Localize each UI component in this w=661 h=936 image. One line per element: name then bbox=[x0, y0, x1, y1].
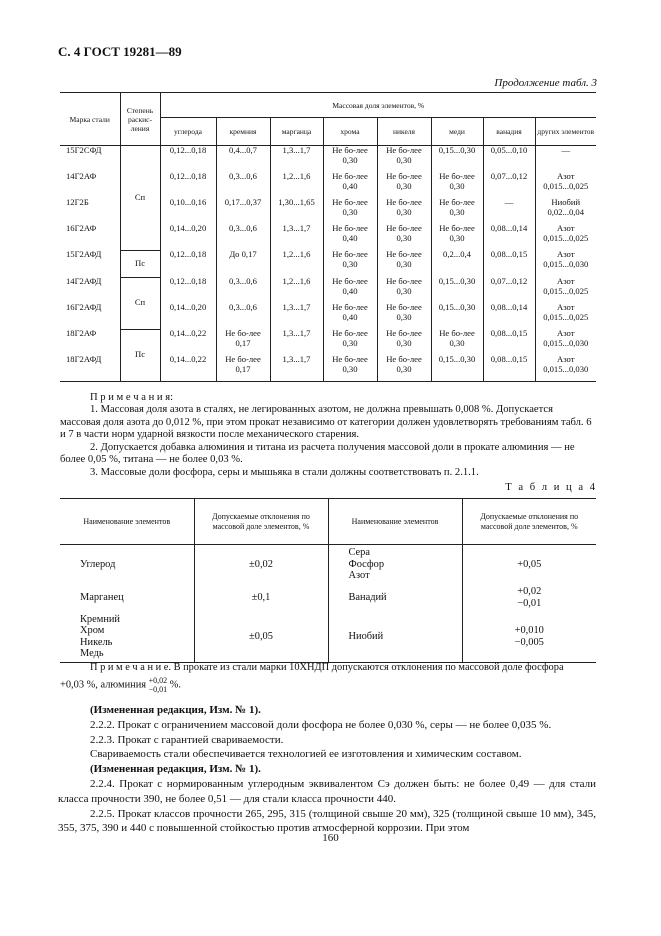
value-cell: Не бо-лее 0,30 bbox=[377, 277, 431, 303]
value-cell: Азот 0,015...0,025 bbox=[535, 172, 596, 198]
t4-cell: ±0,1 bbox=[194, 584, 328, 612]
table-4-note: П р и м е ч а н и е. В прокате из стали марки 10ХНДП допускаются отклонения по массовой доле фосфора bbox=[90, 662, 564, 673]
value-cell: 0,17...0,37 bbox=[216, 198, 270, 224]
note-2: 2. Допускается добавка алюминия и титана из расчета получения массовой доли в прокате алюминия — не более 0,05 %, титана — не более 0,03 %. bbox=[60, 441, 575, 466]
col-element: углерода bbox=[160, 118, 216, 146]
col-element: ванадия bbox=[483, 118, 535, 146]
table-row bbox=[60, 250, 596, 277]
table-row bbox=[60, 329, 596, 355]
value-cell: 1,3...1,7 bbox=[270, 303, 323, 329]
t4-header: Допускаемые отклонения по массовой доле элементов, % bbox=[462, 499, 596, 545]
t4-cell: Марганец bbox=[80, 591, 124, 603]
value-cell: 1,2...1,6 bbox=[270, 250, 323, 277]
para-2-2-2: 2.2.2. Прокат с ограничением массовой доли фосфора не более 0,030 %, серы — не более 0,035 %. bbox=[90, 718, 552, 731]
value-cell: 0,2...0,4 bbox=[431, 250, 483, 277]
amendment-note: (Измененная редакция, Изм. № 1). bbox=[90, 704, 261, 716]
value-cell: 0,14...0,20 bbox=[160, 224, 216, 250]
value-cell: 0,4...0,7 bbox=[216, 146, 270, 173]
para-2-2-3: 2.2.3. Прокат с гарантией свариваемости. bbox=[90, 733, 284, 746]
value-cell: 0,08...0,15 bbox=[483, 329, 535, 355]
notes-title: П р и м е ч а н и я: bbox=[90, 392, 174, 403]
value-cell: 0,08...0,15 bbox=[483, 355, 535, 382]
col-element: марганца bbox=[270, 118, 323, 146]
para-2-2-3-b: Свариваемость стали обеспечивается технологией ее изготовления и химическим составом. bbox=[90, 748, 522, 761]
value-cell: Не бо-лее 0,40 bbox=[323, 303, 377, 329]
value-cell: Не бо-лее 0,30 bbox=[323, 198, 377, 224]
t4-header: Наименование элементов bbox=[328, 499, 462, 545]
value-cell: — bbox=[483, 198, 535, 224]
value-cell: 1,3...1,7 bbox=[270, 224, 323, 250]
value-cell: 0,15...0,30 bbox=[431, 146, 483, 173]
value-cell: 1,2...1,6 bbox=[270, 277, 323, 303]
value-cell: Азот 0,015...0,025 bbox=[535, 224, 596, 250]
table-continuation-label: Продолжение табл. 3 bbox=[494, 77, 597, 89]
grade-cell: 15Г2СФД bbox=[66, 145, 102, 155]
value-cell: Не бо-лее 0,30 bbox=[323, 329, 377, 355]
value-cell: 0,08...0,14 bbox=[483, 303, 535, 329]
t4-cell: +0,05 bbox=[462, 545, 596, 584]
grade-cell: 18Г2АФ bbox=[66, 328, 97, 338]
value-cell: — bbox=[535, 146, 596, 173]
t4-cell: ±0,05 bbox=[194, 612, 328, 663]
value-cell: 0,14...0,22 bbox=[160, 329, 216, 355]
para-2-2-4: 2.2.4. Прокат с нормированным углеродным эквивалентом Сэ должен быть: не более 0,49 — для стали класса прочности 390, не более 0,51 — для стали класса прочности 440. bbox=[58, 777, 596, 805]
table-row bbox=[60, 277, 596, 303]
col-element: никеля bbox=[377, 118, 431, 146]
value-cell: Не бо-лее 0,30 bbox=[431, 329, 483, 355]
value-cell: 0,12...0,18 bbox=[160, 277, 216, 303]
value-cell: 0,15...0,30 bbox=[431, 303, 483, 329]
value-cell: 0,3...0,6 bbox=[216, 277, 270, 303]
deoxidation-cell: Сп bbox=[120, 146, 160, 251]
value-cell: 0,07...0,12 bbox=[483, 277, 535, 303]
grade-cell: 14Г2АФ bbox=[66, 171, 97, 181]
col-element: меди bbox=[431, 118, 483, 146]
value-cell: Не бо-лее 0,30 bbox=[377, 329, 431, 355]
table-row bbox=[60, 146, 596, 173]
value-cell: Не бо-лее 0,30 bbox=[377, 224, 431, 250]
value-cell: До 0,17 bbox=[216, 250, 270, 277]
table-3 bbox=[60, 92, 596, 382]
t4-cell: Ванадий bbox=[328, 584, 462, 612]
grade-cell: 16Г2АФ bbox=[66, 223, 97, 233]
value-cell: 0,3...0,6 bbox=[216, 172, 270, 198]
value-cell: 0,15...0,30 bbox=[431, 355, 483, 382]
table-4-caption: Т а б л и ц а 4 bbox=[505, 482, 597, 493]
col-grade-header: Марка стали bbox=[60, 93, 120, 146]
para-2-2-5: 2.2.5. Прокат классов прочности 265, 295, 315 (толщиной свыше 20 мм), 325 (толщиной свыше 10 мм), 345, 355, 375, 390 и 440 с повышенной стойкостью против атмосферной коррозии. При этом bbox=[58, 807, 596, 835]
t4-cell-multi: Сера Фосфор Азот bbox=[328, 545, 462, 584]
notes-block bbox=[60, 404, 596, 480]
note-1: 1. Массовая доля азота в сталях, не легированных азотом, не должна превышать 0,008 %. Допускается массовая доля азота до 0,012 %, при этом прокат независимо от категории должен удовлетворять требованиям табл. 6 и 7 в части норм ударной вязкости после механического старения. bbox=[60, 404, 592, 441]
t4-cell-multi: +0,02 −0,01 bbox=[462, 584, 596, 612]
value-cell: Не бо-лее 0,30 bbox=[377, 355, 431, 382]
value-cell: Не бо-лее 0,17 bbox=[216, 329, 270, 355]
value-cell: Не бо-лее 0,30 bbox=[323, 250, 377, 277]
grade-cell: 15Г2АФД bbox=[66, 249, 102, 259]
value-cell: 1,3...1,7 bbox=[270, 355, 323, 382]
value-cell: 0,14...0,20 bbox=[160, 303, 216, 329]
value-cell: Не бо-лее 0,30 bbox=[377, 198, 431, 224]
value-cell: 0,05...0,10 bbox=[483, 146, 535, 173]
value-cell: Не бо-лее 0,40 bbox=[323, 172, 377, 198]
col-element: кремния bbox=[216, 118, 270, 146]
note-3: 3. Массовые доли фосфора, серы и мышьяка в стали должны соответствовать п. 2.1.1. bbox=[90, 466, 479, 478]
value-cell: 0,08...0,15 bbox=[483, 250, 535, 277]
value-cell: Не бо-лее 0,30 bbox=[377, 172, 431, 198]
t4-cell-multi: Кремний Хром Никель Медь bbox=[80, 613, 120, 659]
value-cell: Азот 0,015...0,025 bbox=[535, 277, 596, 303]
value-cell: 0,07...0,12 bbox=[483, 172, 535, 198]
value-cell: Не бо-лее 0,40 bbox=[323, 277, 377, 303]
amendment-note: (Измененная редакция, Изм. № 1). bbox=[90, 763, 261, 776]
col-mass-header: Массовая доля элементов, % bbox=[160, 93, 596, 118]
deoxidation-cell: Сп bbox=[120, 277, 160, 329]
value-cell: 0,12...0,18 bbox=[160, 172, 216, 198]
t4-cell-multi: +0,010 −0,005 bbox=[462, 612, 596, 663]
value-cell: 1,2...1,6 bbox=[270, 172, 323, 198]
value-cell: Азот 0,015...0,030 bbox=[535, 250, 596, 277]
page-header: С. 4 ГОСТ 19281—89 bbox=[58, 44, 182, 59]
value-cell: Не бо-лее 0,30 bbox=[431, 224, 483, 250]
grade-cell: 12Г2Б bbox=[66, 197, 89, 207]
value-cell: Не бо-лее 0,30 bbox=[377, 303, 431, 329]
t4-cell: Углерод bbox=[80, 558, 116, 570]
grade-cell: 18Г2АФД bbox=[66, 354, 102, 364]
deoxidation-cell: Пс bbox=[120, 250, 160, 277]
table-4-note-line2: +0,03 %, алюминия +0,02 −0,01 %. bbox=[60, 676, 182, 694]
value-cell: Ниобий 0,02...0,04 bbox=[535, 198, 596, 224]
grade-cell: 14Г2АФД bbox=[66, 276, 102, 286]
value-cell: Азот 0,015...0,030 bbox=[535, 355, 596, 382]
t4-header: Наименование элементов bbox=[83, 516, 171, 526]
value-cell: Не бо-лее 0,17 bbox=[216, 355, 270, 382]
value-cell: 0,12...0,18 bbox=[160, 146, 216, 173]
value-cell: Не бо-лее 0,30 bbox=[377, 250, 431, 277]
value-cell: 0,08...0,14 bbox=[483, 224, 535, 250]
value-cell: Не бо-лее 0,30 bbox=[323, 146, 377, 173]
value-cell: 0,3...0,6 bbox=[216, 224, 270, 250]
value-cell: 0,12...0,18 bbox=[160, 250, 216, 277]
value-cell: Не бо-лее 0,30 bbox=[323, 355, 377, 382]
value-cell: 0,3...0,6 bbox=[216, 303, 270, 329]
value-cell: Не бо-лее 0,40 bbox=[323, 224, 377, 250]
value-cell: Азот 0,015...0,025 bbox=[535, 303, 596, 329]
col-element: хрома bbox=[323, 118, 377, 146]
value-cell: Не бо-лее 0,30 bbox=[377, 146, 431, 173]
t4-cell: ±0,02 bbox=[194, 545, 328, 584]
deoxidation-cell: Пс bbox=[120, 329, 160, 382]
value-cell: 0,10...0,16 bbox=[160, 198, 216, 224]
t4-cell: Ниобий bbox=[328, 612, 462, 663]
table-4 bbox=[60, 498, 596, 663]
value-cell: 1,30...1,65 bbox=[270, 198, 323, 224]
value-cell: 0,14...0,22 bbox=[160, 355, 216, 382]
value-cell: 1,3...1,7 bbox=[270, 329, 323, 355]
value-cell: Не бо-лее 0,30 bbox=[431, 198, 483, 224]
col-element: других элементов bbox=[535, 118, 596, 146]
value-cell: 1,3...1,7 bbox=[270, 146, 323, 173]
t4-header: Допускаемые отклонения по массовой доле элементов, % bbox=[194, 499, 328, 545]
grade-cell: 16Г2АФД bbox=[66, 302, 102, 312]
body-text bbox=[58, 703, 596, 836]
value-cell: 0,15...0,30 bbox=[431, 277, 483, 303]
value-cell: Не бо-лее 0,30 bbox=[431, 172, 483, 198]
col-deox-header: Степень раскис-ления bbox=[120, 93, 160, 146]
value-cell: Азот 0,015...0,030 bbox=[535, 329, 596, 355]
page-number: 160 bbox=[322, 832, 339, 844]
